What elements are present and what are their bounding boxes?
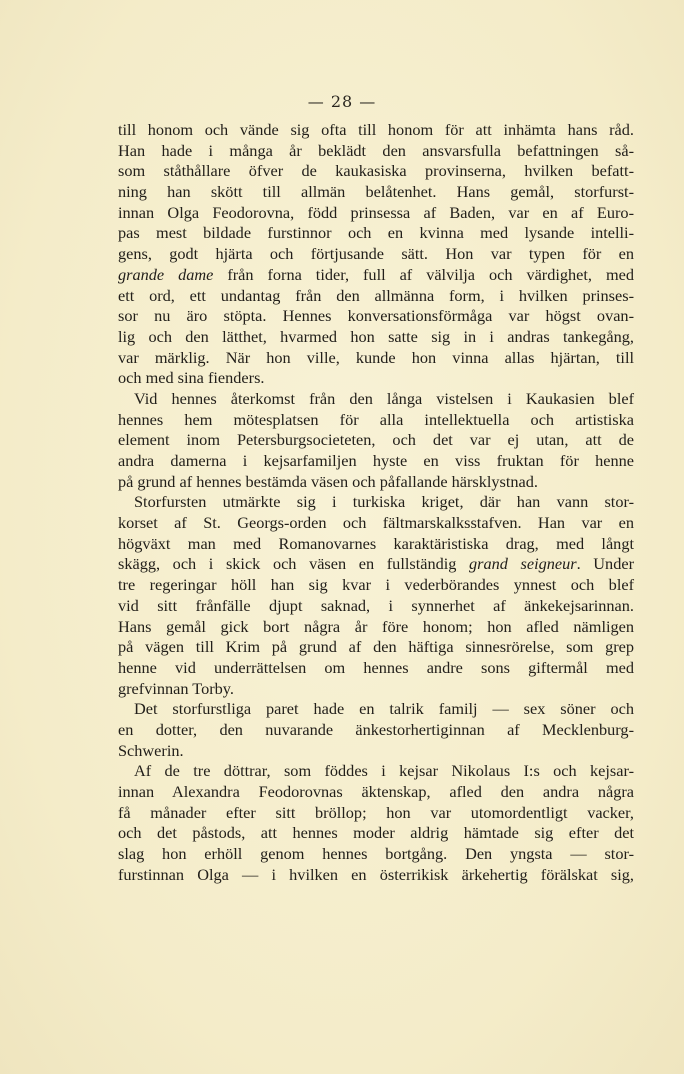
text-run: skägg, och i skick och väsen en fullständig [118,554,470,574]
text-line: pas mest bildade furstinnor och en kvinna med lysande intelli- [118,223,634,243]
text-line: innan Alexandra Feodorovnas äktenskap, afled den andra några [118,782,634,801]
text-line: Storfursten utmärkte sig i turkiska kriget, där han vann stor- [134,492,634,512]
text-line: högväxt man med Romanovarnes karaktäristiska drag, med långt [118,533,634,553]
text-line: få månader efter sitt bröllop; hon var utomordentligt vacker, [118,802,634,822]
text-line: var märklig. När hon ville, kunde hon vinna allas hjärtan, till [118,347,634,367]
text-line: innan Olga Feodorovna, född prinsessa af Baden, var en af Euro- [118,202,634,222]
text-line: på grund af hennes bestämda väsen och påfallande härsklystnad. [118,471,538,491]
text-line: till honom och vände sig ofta till honom för att inhämta hans råd. [118,120,634,139]
text-line: andra damerna i kejsarfamiljen hyste en viss fruktan för henne [118,451,634,470]
text-line: sor nu äro stöpta. Hennes konversationsförmåga var högst ovan- [118,306,634,326]
text-line: vid sitt frånfälle djupt saknad, i synnerhet af änkekejsarinnan. [118,595,634,615]
text-line: korset af St. Georgs-orden och fältmarskalksstafven. Han var en [118,513,634,533]
text-line: slag hon erhöll genom hennes bortgång. Den yngsta — stor- [118,844,634,864]
text-line: grefvinnan Torby. [118,678,234,698]
text-line: Hans gemål gick bort några år före honom; hon afled nämligen [118,616,634,636]
text-line: Af de tre döttrar, som föddes i kejsar Nikolaus I:s och kejsar- [134,761,634,781]
text-line: hennes hem mötesplatsen för alla intellektuella och artistiska [118,409,634,429]
text-line: ning han skött till allmän belåtenhet. Hans gemål, storfurst- [118,182,634,202]
text-line [118,265,634,286]
text-line: som ståthållare öfver de kaukasiska provinserna, hvilken befatt- [118,161,634,181]
text-line: Han hade i många år beklädt den ansvarsfulla befattningen så- [118,140,634,160]
italic-phrase: grand seigneur [469,554,577,574]
italic-phrase: grande dame [118,264,214,284]
text-line: Schwerin. [118,740,184,760]
text-line: och det påstods, att hennes moder aldrig hämtade sig efter det [118,823,634,843]
text-line: Det storfurstliga paret hade en talrik familj — sex söner och [134,699,634,719]
text-line: henne vid underrättelsen om hennes andre sons giftermål med [118,657,634,677]
text-line: en dotter, den nuvarande änkestorhertiginnan af Mecklenburg- [118,719,634,739]
text-line: lig och den lätthet, hvarmed hon satte sig in i andras tankegång, [118,326,634,346]
text-run: . Under [576,554,634,574]
text-line: gens, godt hjärta och förtjusande sätt. Hon var typen för en [118,244,634,264]
body-text [118,120,634,885]
text-line: på vägen till Krim på grund af den häftiga sinnesrörelse, som grep [118,637,634,657]
text-line: Vid hennes återkomst från den långa vistelsen i Kaukasien blef [134,388,634,408]
text-line: och med sina fienders. [118,368,265,388]
text-line: ett ord, ett undantag från den allmänna form, i hvilken prinses- [118,285,634,305]
page-number: — 28 — [307,92,377,111]
text-line: furstinnan Olga — i hvilken en österrikisk ärkehertig förälskat sig, [118,864,634,884]
text-run: från forna tider, full af välvilja och värdighet, med [213,264,634,284]
text-line: element inom Petersburgsocieteten, och det var ej utan, att de [118,430,634,450]
text-line: tre regeringar höll han sig kvar i vederbörandes ynnest och blef [118,575,634,595]
text-line [118,554,634,575]
